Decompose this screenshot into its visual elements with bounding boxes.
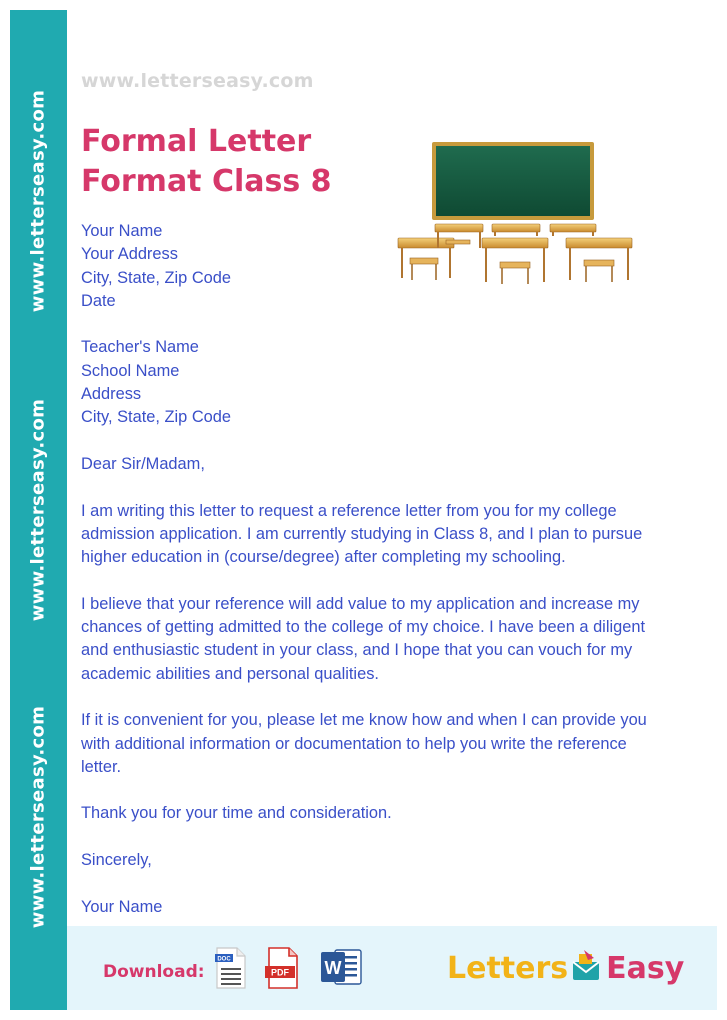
title-line: Format Class 8 [81,164,332,199]
title-line: Formal Letter [81,124,312,159]
thanks-line: Thank you for your time and consideration. [81,804,392,823]
paragraph-line: and enthusiastic student in your class, and I hope that you can vouch for my [81,641,633,660]
salutation: Dear Sir/Madam, [81,454,205,473]
sidebar-watermark: www.letterseasy.com [27,89,49,313]
doc-badge: DOC [217,956,231,963]
recipient-block [81,336,681,429]
letter-body [81,220,681,942]
page-title [81,122,332,202]
signature: Your Name [81,897,163,916]
envelope-logo-icon [570,950,604,984]
sender-line: Your Name [81,222,163,240]
letterseasy-logo[interactable] [447,946,684,992]
recipient-line: City, State, Zip Code [81,408,232,427]
paragraph-line: admission application. I am currently studying in Class 8, and I plan to pursue [81,524,643,543]
paragraph-line: with additional information or documentation to help you write the reference [81,734,627,753]
sender-line: Your Address [81,245,178,264]
word-badge: W [324,958,342,978]
site-url: www.letterseasy.com [81,70,314,92]
pdf-download-icon[interactable] [263,946,301,990]
pdf-badge: PDF [271,967,289,978]
paragraph [81,709,681,779]
doc-download-icon[interactable] [213,946,249,990]
paragraph-line: letter. [81,757,122,776]
sender-line: City, State, Zip Code [81,268,232,287]
paragraph [81,500,681,570]
paragraph-line: I am writing this letter to request a reference letter from you for my college [81,501,617,520]
paragraph-line: If it is convenient for you, please let me know how and when I can provide you [81,711,647,730]
download-footer [67,926,717,1010]
sidebar-watermark: www.letterseasy.com [27,398,49,622]
logo-text-letters: Letters [447,951,569,986]
sidebar-watermark: www.letterseasy.com [27,705,49,929]
sender-block [81,220,681,313]
sender-line: Date [81,291,116,310]
download-label: Download: [103,962,205,982]
logo-text-easy: Easy [606,951,685,986]
recipient-line: Address [81,385,142,404]
word-download-icon[interactable] [319,946,363,990]
paragraph-line: academic abilities and personal qualities. [81,664,379,683]
recipient-line: Teacher's Name [81,338,199,357]
closing: Sincerely, [81,851,152,870]
paragraph-line: higher education in (course/degree) after completing my schooling. [81,548,566,567]
paragraph [81,593,681,686]
paragraph-line: I believe that your reference will add value to my application and increase my [81,594,640,613]
paragraph-line: chances of getting admitted to the college of my choice. I have been a diligent [81,618,646,637]
recipient-line: School Name [81,361,180,380]
